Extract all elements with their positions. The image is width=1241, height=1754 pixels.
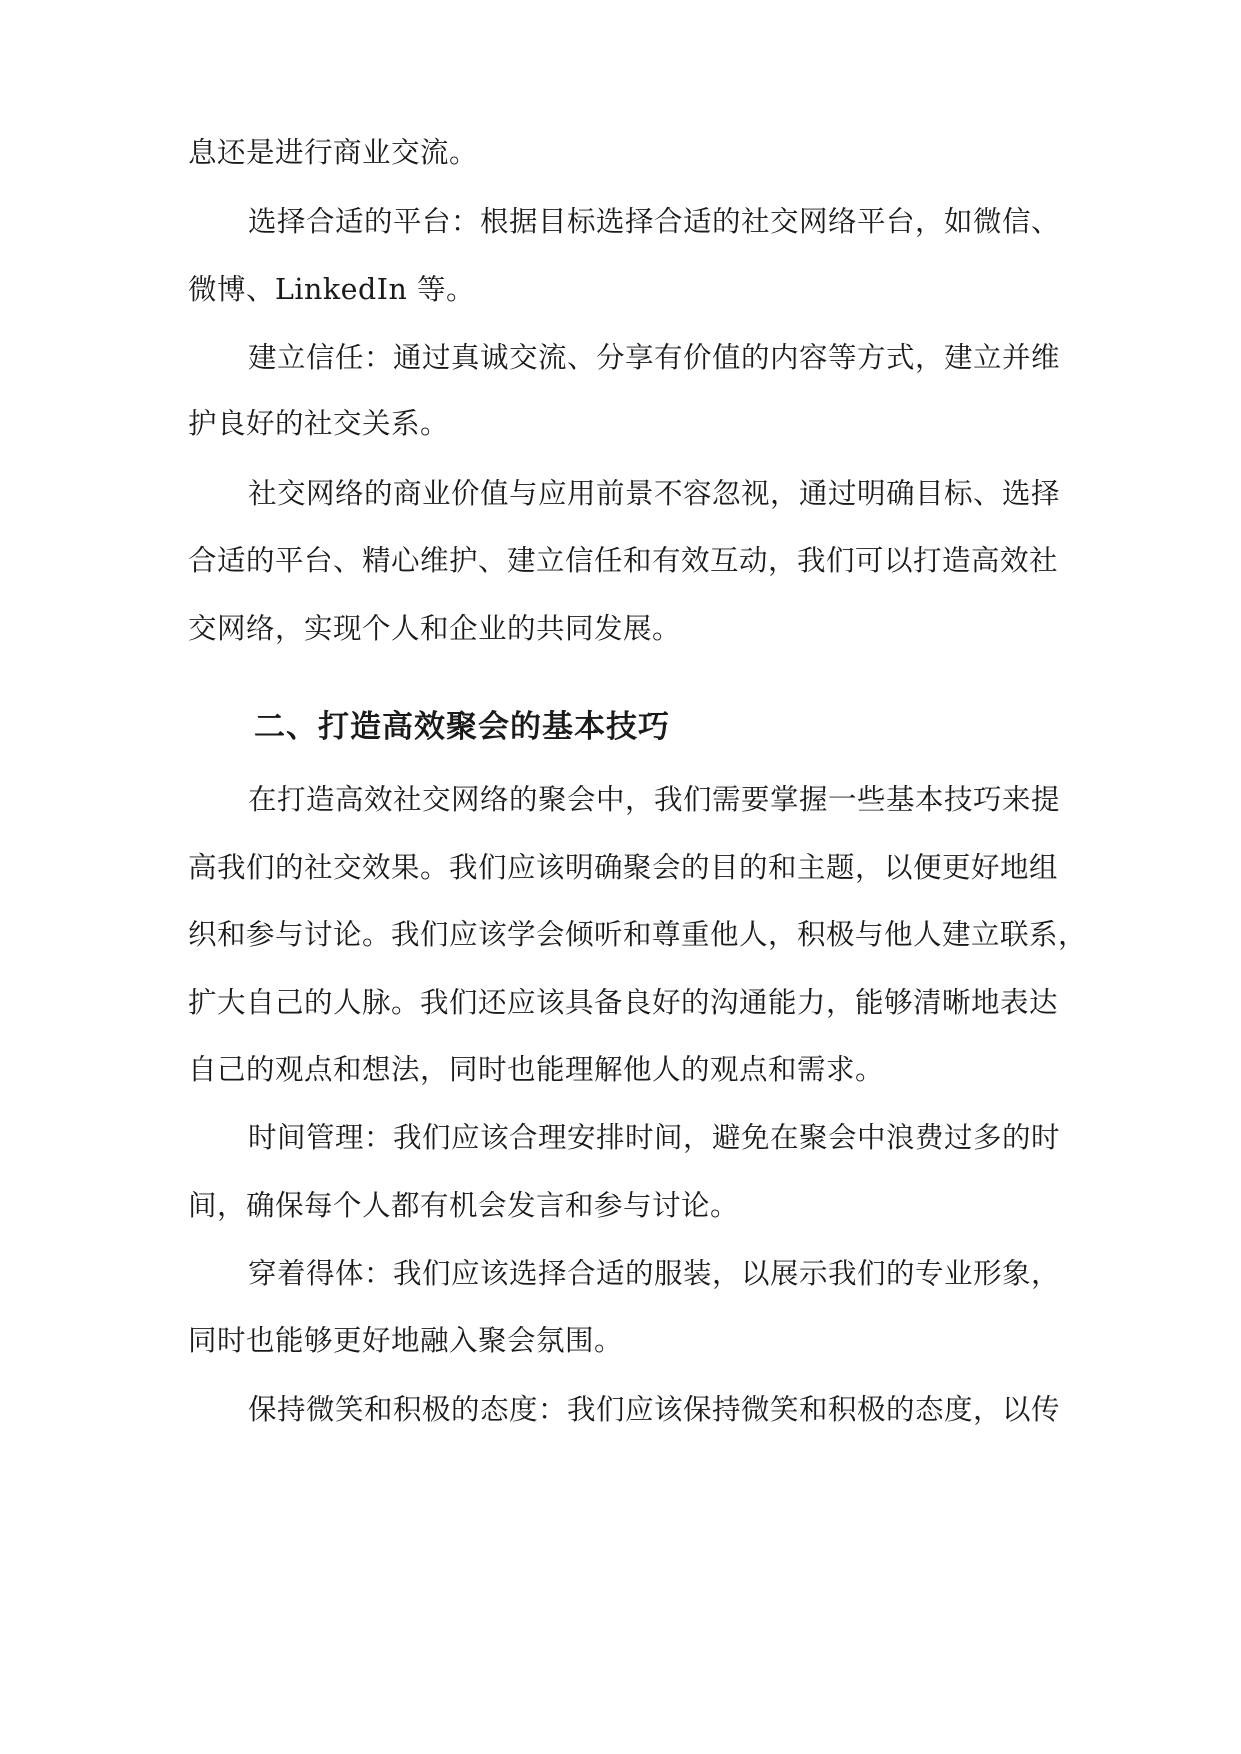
text-line: 自己的观点和想法，同时也能理解他人的观点和需求。 bbox=[188, 1053, 885, 1086]
text-line: 选择合适的平台：根据目标选择合适的社交网络平台，如微信、 bbox=[248, 205, 1061, 238]
text-line: 间，确保每个人都有机会发言和参与讨论。 bbox=[188, 1189, 740, 1222]
text-line: 微博、LinkedIn 等。 bbox=[188, 273, 475, 306]
text-line: 同时也能够更好地融入聚会氛围。 bbox=[188, 1324, 624, 1357]
section-heading: 二、打造高效聚会的基本技巧 bbox=[254, 709, 670, 745]
text-line: 息还是进行商业交流。 bbox=[188, 136, 479, 169]
text-line: 保持微笑和积极的态度：我们应该保持微笑和积极的态度，以传 bbox=[248, 1393, 1061, 1426]
text-line: 建立信任：通过真诚交流、分享有价值的内容等方式，建立并维 bbox=[248, 341, 1061, 374]
text-line: 交网络，实现个人和企业的共同发展。 bbox=[188, 612, 682, 645]
text-line: 穿着得体：我们应该选择合适的服装，以展示我们的专业形象， bbox=[248, 1257, 1061, 1290]
text-line: 合适的平台、精心维护、建立信任和有效互动，我们可以打造高效社 bbox=[188, 544, 1059, 577]
text-line: 扩大自己的人脉。我们还应该具备良好的沟通能力，能够清晰地表达 bbox=[188, 986, 1059, 1019]
text-line: 织和参与讨论。我们应该学会倾听和尊重他人，积极与他人建立联系， bbox=[188, 918, 1088, 951]
text-line: 社交网络的商业价值与应用前景不容忽视，通过明确目标、选择 bbox=[248, 477, 1061, 510]
text-line: 高我们的社交效果。我们应该明确聚会的目的和主题，以便更好地组 bbox=[188, 851, 1059, 884]
text-line: 在打造高效社交网络的聚会中，我们需要掌握一些基本技巧来提 bbox=[248, 783, 1061, 816]
text-line: 护良好的社交关系。 bbox=[188, 407, 450, 440]
text-line: 时间管理：我们应该合理安排时间，避免在聚会中浪费过多的时 bbox=[248, 1121, 1061, 1154]
